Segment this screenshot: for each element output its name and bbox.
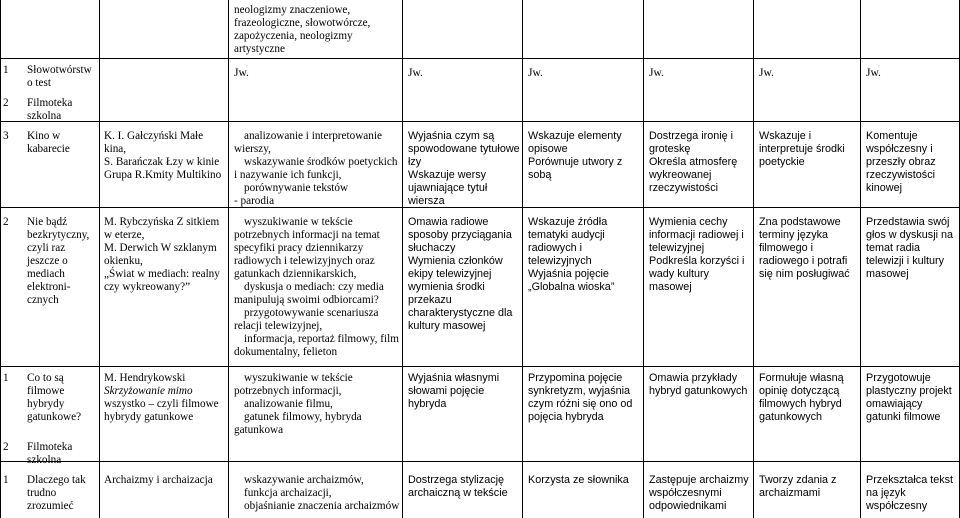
text-line: Omawia przykłady — [649, 372, 738, 384]
text-line: jeszcze o — [27, 255, 68, 267]
text-line: archaiczną w tekście — [408, 487, 508, 499]
text-line: radiowych i — [528, 242, 583, 254]
text-line: łzy — [408, 156, 422, 168]
text-line: czyli raz — [27, 242, 66, 254]
text-line: o test — [27, 77, 51, 89]
text-line: telewizji i kultury — [866, 255, 944, 267]
text-line: wierszy, — [234, 143, 271, 155]
column-divider — [0, 0, 1, 518]
text-line: hybryda — [408, 398, 447, 410]
text-line: rzeczywistości — [866, 169, 935, 181]
text-line: filmowe — [27, 385, 65, 397]
text-line: Dostrzega ironię i — [649, 130, 734, 142]
text-line: szkolna — [27, 110, 62, 122]
lesson-topic — [27, 441, 72, 467]
text-line: Komentuje — [866, 130, 918, 142]
text-line: hybryd gatunkowych — [649, 385, 748, 397]
text-line: Skrzyżowanie mimo — [104, 385, 193, 397]
text-line: informacji radiowej i — [649, 229, 744, 241]
text-line: gatunkowych — [759, 411, 823, 423]
text-line: informacja, reportaż filmowy, film — [244, 333, 399, 345]
text-line: gatunkowe? — [27, 411, 82, 423]
column-divider — [99, 0, 100, 518]
text-line: i nazywanie ich funkcji, — [234, 169, 342, 181]
same-as-above-mark: Jw. — [866, 67, 881, 79]
text-line: groteskę — [649, 143, 691, 155]
text-line: frazeologiczne, słowotwórcze, — [234, 17, 371, 29]
same-as-above-mark: Jw. — [234, 67, 249, 79]
text-line: kultury masowej — [408, 320, 486, 332]
text-line: spowodowane tytułowe — [408, 143, 520, 155]
text-line: opisowe — [528, 143, 568, 155]
same-as-above-mark: Jw. — [649, 67, 664, 79]
text-line: wymienia środki — [408, 281, 485, 293]
complete-requirements — [759, 474, 836, 500]
text-line: Przypomina pojęcie — [528, 372, 623, 384]
text-line: współczesny i — [866, 143, 933, 155]
text-line: potrzebnych informacji na temat — [234, 229, 380, 241]
row-divider — [0, 366, 960, 367]
text-line: analizowanie filmu, — [244, 398, 333, 410]
text-line: manipulują swoimi odbiorcami? — [234, 294, 379, 306]
basic-requirements — [408, 216, 512, 333]
text-line: gatunki filmowe — [866, 411, 941, 423]
text-line: dyskusja o mediach: czy media — [244, 281, 384, 293]
text-line: gatunek filmowy, hybryda — [244, 411, 362, 423]
text-line: na język — [866, 487, 906, 499]
literary-texts — [104, 130, 221, 182]
text-line: plastyczny projekt — [866, 385, 952, 397]
row-divider — [0, 121, 960, 122]
text-line: zapożyczenia, neologizmy — [234, 30, 353, 42]
text-line: charakterystyczne dla — [408, 307, 513, 319]
text-line: okienku, — [104, 255, 143, 267]
text-line: gatunkach dziennikarskich, — [234, 268, 357, 280]
text-line: w eterze, — [104, 229, 145, 241]
column-divider — [860, 0, 861, 518]
text-line: interpretuje środki — [759, 143, 845, 155]
text-line: radiowych i telewizyjnych oraz — [234, 255, 375, 267]
lesson-topic — [27, 216, 89, 307]
text-line: Słowotwórstw — [27, 64, 92, 76]
text-line: Filmoteka — [27, 97, 73, 109]
text-line: artystyczne — [234, 43, 285, 55]
text-line: wykreowanej — [649, 169, 712, 181]
text-line: Wyjaśnia pojęcie — [528, 268, 609, 280]
text-line: Tworzy zdania z — [759, 474, 837, 486]
text-line: K. I. Gałczyński Małe — [104, 130, 204, 142]
text-line: słowami pojęcie — [408, 385, 485, 397]
text-line: radiowego i potrafi — [759, 255, 848, 267]
text-line: wady kultury — [649, 268, 710, 280]
text-line: przeszły obraz — [866, 156, 936, 168]
lesson-topic — [27, 64, 92, 90]
lesson-number: 2 — [3, 441, 9, 453]
text-line: dokumentalny, felieton — [234, 346, 338, 358]
lesson-number: 3 — [3, 130, 9, 142]
same-as-above-mark: Jw. — [408, 67, 423, 79]
advanced-requirements — [649, 130, 737, 195]
text-line: czym różni się ono od — [528, 398, 633, 410]
text-line: zrozumieć — [27, 500, 74, 512]
text-line: rzeczywistości — [649, 182, 718, 194]
extended-requirements — [528, 474, 629, 487]
lesson-topic — [27, 372, 81, 424]
text-line: Przygotowuje — [866, 372, 931, 384]
text-line: Przedstawia swój — [866, 216, 950, 228]
text-line: Dlaczego tak — [27, 474, 86, 486]
same-as-above-mark: Jw. — [528, 67, 543, 79]
text-line: telewizyjnej — [649, 242, 705, 254]
text-line: Omawia radiowe — [408, 216, 489, 228]
column-divider — [753, 0, 754, 518]
text-line: S. Barańczak Łzy w kinie — [104, 156, 220, 168]
row-divider — [0, 58, 960, 59]
text-line: gatunkowa — [234, 424, 284, 436]
text-line: hybrydy — [27, 398, 65, 410]
basic-requirements — [408, 130, 520, 208]
text-line: M. Derwich W szklanym — [104, 242, 217, 254]
text-line: wiersza — [408, 195, 445, 207]
advanced-requirements — [649, 216, 744, 294]
text-line: specyfiki pracy dziennikarzy — [234, 242, 364, 254]
exceeding-requirements — [866, 130, 936, 195]
text-line: hybrydy gatunkowe — [104, 411, 194, 423]
text-line: neologizmy znaczeniowe, — [234, 4, 351, 16]
text-line: masowej — [649, 281, 692, 293]
text-line: Dostrzega stylizację — [408, 474, 505, 486]
text-line: głos w dyskusji na — [866, 229, 954, 241]
text-line: się nim posługiwać — [759, 268, 850, 280]
text-line: wszystko – czyli filmowe — [104, 398, 219, 410]
text-line: szkolna — [27, 454, 62, 466]
extended-requirements — [528, 216, 614, 294]
text-line: Grupa R.Kmity Multikino — [104, 169, 222, 181]
lesson-number: 1 — [3, 64, 9, 76]
text-line: terminy języka — [759, 229, 828, 241]
text-line: „Globalna wioska” — [528, 281, 615, 293]
text-line: Korzysta ze słownika — [528, 474, 629, 486]
text-line: M. Rybczyńska Z sitkiem — [104, 216, 220, 228]
text-line: Wskazuje źródła — [528, 216, 608, 228]
text-line: opinię dotyczącą — [759, 385, 840, 397]
text-line: - parodia — [234, 195, 275, 207]
basic-requirements — [408, 372, 499, 411]
column-divider — [228, 0, 229, 518]
text-line: ekipy telewizyjnej — [408, 268, 492, 280]
activities — [234, 372, 362, 437]
text-line: sposoby przyciągania — [408, 229, 512, 241]
text-line: Wskazuje i — [759, 130, 812, 142]
lesson-topic — [27, 97, 72, 123]
text-line: odpowiednikami — [649, 500, 727, 512]
row-divider — [0, 461, 960, 462]
text-line: objaśnianie znaczenia archaizmów — [244, 500, 400, 512]
extended-requirements — [528, 130, 622, 182]
text-line: porównywanie tekstów — [244, 182, 349, 194]
text-line: współczesny — [866, 500, 928, 512]
text-line: przygotowywanie scenariusza — [244, 307, 379, 319]
text-line: czy wykreowany?” — [104, 281, 191, 293]
text-line: synkretyzm, wyjaśnia — [528, 385, 630, 397]
text-line: wyszukiwanie w tekście — [244, 216, 353, 228]
text-line: wskazywanie archaizmów, — [244, 474, 364, 486]
exceeding-requirements — [866, 372, 952, 424]
text-line: kinowej — [866, 182, 903, 194]
literary-texts — [104, 474, 213, 487]
column-divider — [402, 0, 403, 518]
text-line: Formułuje własną — [759, 372, 844, 384]
text-line: Kino w — [27, 130, 61, 142]
text-line: Podkreśla korzyści i — [649, 255, 745, 267]
text-line: cznych — [27, 294, 59, 306]
advanced-requirements — [649, 474, 749, 513]
text-line: ujawniające tytuł — [408, 182, 488, 194]
text-line: Wskazuje wersy — [408, 169, 486, 181]
lesson-number: 2 — [3, 97, 9, 109]
column-divider — [643, 0, 644, 518]
text-line: temat radia — [866, 242, 921, 254]
literary-texts — [104, 372, 219, 424]
text-line: pojęcia hybryda — [528, 411, 604, 423]
text-line: Wymienia cechy — [649, 216, 728, 228]
text-line: filmowego i — [759, 242, 814, 254]
extended-requirements — [528, 372, 632, 424]
text-line: telewizyjnych — [528, 255, 592, 267]
advanced-requirements — [649, 372, 747, 398]
text-line: poetyckie — [759, 156, 805, 168]
text-line: trudno — [27, 487, 57, 499]
text-line: Filmoteka — [27, 441, 73, 453]
text-line: „Świat w mediach: realny — [104, 268, 220, 280]
text-line: bezkrytyczny, — [27, 229, 90, 241]
text-line: wskazywanie środków poetyckich — [244, 156, 398, 168]
text-line: funkcja archaizacji, — [244, 487, 332, 499]
text-line: współczesnymi — [649, 487, 722, 499]
text-line: Archaizmy i archaizacja — [104, 474, 213, 486]
complete-requirements — [759, 372, 844, 424]
basic-requirements — [408, 474, 508, 500]
text-line: kina, — [104, 143, 127, 155]
exceeding-requirements — [866, 474, 953, 513]
text-line: relacji telewizyjnej, — [234, 320, 323, 332]
text-line: mediach — [27, 268, 65, 280]
lesson-number: 1 — [3, 474, 9, 486]
column-divider — [522, 0, 523, 518]
text-line: słuchaczy — [408, 242, 456, 254]
text-line: Przekształca tekst — [866, 474, 954, 486]
lesson-number: 1 — [3, 372, 9, 384]
same-as-above-mark: Jw. — [759, 67, 774, 79]
exceeding-requirements — [866, 216, 953, 281]
activities — [234, 130, 397, 208]
complete-requirements — [759, 216, 850, 281]
text-line: Określa atmosferę — [649, 156, 738, 168]
text-line: Zna podstawowe — [759, 216, 841, 228]
text-line: wyszukiwanie w tekście — [244, 372, 353, 384]
text-line: potrzebnych informacji, — [234, 385, 342, 397]
text-line: Nie bądź — [27, 216, 68, 228]
activities — [234, 216, 399, 359]
lesson-topic — [27, 474, 86, 513]
text-line: Wymienia członków — [408, 255, 503, 267]
lesson-topic — [27, 130, 70, 156]
text-line: sobą — [528, 169, 552, 181]
text-line: archaizmami — [759, 487, 821, 499]
text-line: filmowych hybryd — [759, 398, 842, 410]
complete-requirements — [759, 130, 845, 169]
text-line: elektroni- — [27, 281, 71, 293]
text-line: analizowanie i interpretowanie — [244, 130, 382, 142]
activities — [234, 474, 399, 513]
lesson-number: 2 — [3, 216, 9, 228]
text-line: Wyjaśnia czym są — [408, 130, 495, 142]
text-line: Wskazuje elementy — [528, 130, 622, 142]
text-line: Zastępuje archaizmy — [649, 474, 749, 486]
text-line: omawiający — [866, 398, 923, 410]
activities-continuation — [234, 4, 370, 56]
literary-texts — [104, 216, 220, 294]
text-line: Porównuje utwory z — [528, 156, 623, 168]
text-line: tematyki audycji — [528, 229, 605, 241]
text-line: kabarecie — [27, 143, 70, 155]
text-line: Wyjaśnia własnymi — [408, 372, 500, 384]
text-line: M. Hendrykowski — [104, 372, 186, 384]
text-line: masowej — [866, 268, 909, 280]
text-line: Co to są — [27, 372, 64, 384]
text-line: przekazu — [408, 294, 452, 306]
